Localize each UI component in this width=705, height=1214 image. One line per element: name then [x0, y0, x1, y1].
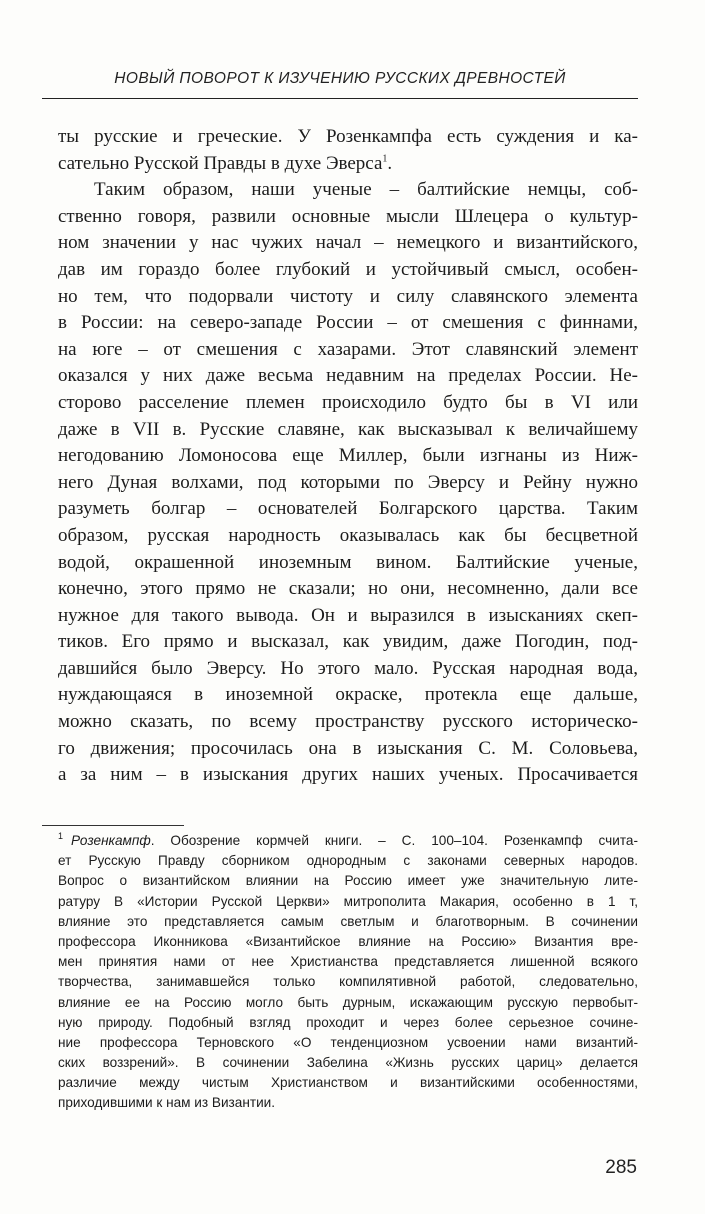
- main-text: [58, 124, 638, 789]
- footnote-line: творчества, занимавшейся только компилятивной работой, следовательно,: [58, 974, 638, 990]
- header-rule: [42, 98, 638, 99]
- text-line: разуметь болгар – основателей Болгарского царства. Таким: [58, 498, 638, 520]
- running-header: НОВЫЙ ПОВОРОТ К ИЗУЧЕНИЮ РУССКИХ ДРЕВНОСТЕЙ: [114, 70, 566, 87]
- text-line: [58, 151, 638, 178]
- text-line: образом, русская народность оказывалась как бы бесцветной: [58, 524, 638, 546]
- footnote-reference[interactable]: 1: [382, 153, 388, 165]
- text-line: дав им гораздо более глубокий и устойчивый смысл, особен-: [58, 258, 638, 280]
- footnote-line: ет Русскую Правду сборником однородным с законами северных народов.: [58, 853, 638, 869]
- footnote-line: ских воззрений». В сочинении Забелина «Жизнь русских цариц» делается: [58, 1055, 638, 1071]
- footnote: [58, 831, 638, 1114]
- text-line: можно сказать, по всему пространству русского историческо-: [58, 711, 638, 733]
- text-fragment: .: [387, 152, 393, 174]
- footnote-line: ную природу. Подобный взгляд проходит и через более серьезное сочине-: [58, 1014, 638, 1030]
- footnote-line: влияние ее на Россию могло быть дурным, искажающим русскую первобыт-: [58, 994, 638, 1010]
- text-line: в России: на северо-западе России – от смешения с финнами,: [58, 312, 638, 334]
- footnote-line: Вопрос о византийском влиянии на Россию имеет уже значительную лите-: [58, 873, 638, 889]
- text-line: ственно говоря, развили основные мысли Шлецера о культур-: [58, 205, 638, 227]
- text-line: водой, окрашенной иноземным вином. Балтийские ученые,: [58, 551, 638, 573]
- footnote-line: ние профессора Терновского «О тенденциозном усвоении нами византий-: [58, 1034, 638, 1050]
- footnote-line: влияние это представляется самым светлым и благотворным. В сочинении: [58, 913, 638, 929]
- text-line: Таким образом, наши ученые – балтийские немцы, соб-: [94, 179, 638, 201]
- footnote-rule: [42, 825, 184, 826]
- footnote-line: различие между чистым Христианством и византийскими особенностями,: [58, 1075, 638, 1091]
- text-line: но тем, что подорвали чистоту и силу славянского элемента: [58, 285, 638, 307]
- text-line: него Дуная волхами, под которыми по Эверсу и Рейну нужно: [58, 471, 638, 493]
- text-line: давшийся было Эверсу. Но этого мало. Русская народная вода,: [58, 657, 638, 679]
- text-line: негодованию Ломоносова еще Миллер, были изгнаны из Ниж-: [58, 445, 638, 467]
- page-number: 285: [605, 1157, 637, 1178]
- text-line: тиков. Его прямо и высказал, как увидим, даже Погодин, под-: [58, 631, 638, 653]
- text-line: го движения; просочилась она в изыскания С. М. Соловьева,: [58, 737, 638, 759]
- text-line: сторово расселение племен происходило будто бы в VI или: [58, 391, 638, 413]
- footnote-mark: 1: [58, 831, 64, 842]
- text-line: ном значении у нас чужих начал – немецкого и византийского,: [58, 232, 638, 254]
- text-line: ты русские и греческие. У Розенкампфа есть суждения и ка-: [58, 126, 638, 147]
- footnote-line: [58, 831, 638, 851]
- footnote-line: приходившими к нам из Византии.: [58, 1095, 276, 1111]
- text-line: оказался у них даже весьма недавним на пределах России. Не-: [58, 365, 638, 387]
- text-fragment: сательно Русской Правды в духе Эверса: [58, 152, 383, 174]
- text-line: конечно, этого прямо не сказали; но они, несомненно, дали все: [58, 578, 638, 600]
- text-line: на юге – от смешения с хазарами. Этот славянский элемент: [58, 338, 638, 360]
- footnote-line: ратуру В «Истории Русской Церкви» митрополита Макария, особенно в 1 т,: [58, 893, 638, 909]
- text-line: даже в VII в. Русские славяне, как высказывал к величайшему: [58, 418, 638, 440]
- footnote-author: Розенкампф: [71, 833, 151, 848]
- text-line: а за ним – в изыскания других наших ученых. Просачивается: [58, 764, 638, 786]
- text-line: нуждающаяся в иноземной окраске, протекла еще дальше,: [58, 684, 638, 706]
- footnote-line: мен принятия нами от нее Христианства представляется лишенной всякого: [58, 954, 638, 970]
- text-line: нужное для такого вывода. Он и выразился в изысканиях скеп-: [58, 604, 638, 626]
- footnote-line: профессора Иконникова «Византийское влияние на Россию» Византия вре-: [58, 933, 638, 949]
- footnote-text-fragment: . Обозрение кормчей книги. – С. 100–104. Розенкампф счита-: [150, 833, 638, 848]
